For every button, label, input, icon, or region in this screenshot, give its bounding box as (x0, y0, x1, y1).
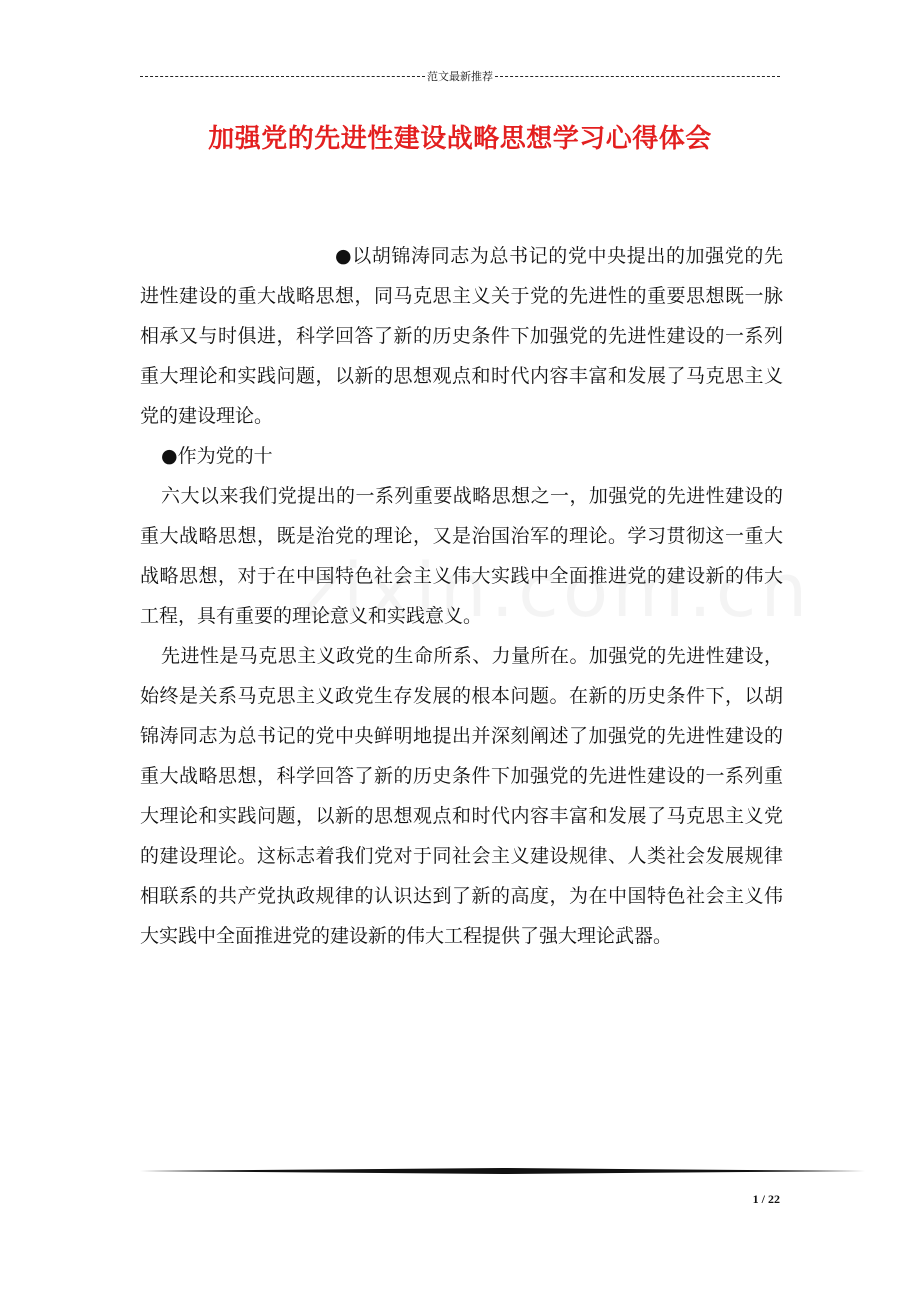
paragraph-4: 先进性是马克思主义政党的生命所系、力量所在。加强党的先进性建设，始终是关系马克思主义政党生存发展的根本问题。在新的历史条件下，以胡锦涛同志为总书记的党中央鲜明地提出并深刻阐述了加强党的先进性建设的重大战略思想，科学回答了新的历史条件下加强党的先进性建设的一系列重大理论和实践问题，以新的思想观点和时代内容丰富和发展了马克思主义党的建设理论。这标志着我们党对于同社会主义建设规律、人类社会发展规律相联系的共产党执政规律的认识达到了新的高度，为在中国特色社会主义伟大实践中全面推进党的建设新的伟大工程提供了强大理论武器。 (140, 645, 783, 947)
footer-rule (140, 1168, 865, 1174)
document-body (140, 236, 783, 956)
paragraph-2: ●作为党的十 (161, 445, 273, 467)
page-header (140, 68, 780, 84)
header-label: 范文最新推荐 (427, 70, 493, 83)
paragraph-1: ●以胡锦涛同志为总书记的党中央提出的加强党的先进性建设的重大战略思想，同马克思主义关于党的先进性的重要思想既一脉相承又与时俱进，科学回答了新的历史条件下加强党的先进性建设的一系列重大理论和实践问题，以新的思想观点和时代内容丰富和发展了马克思主义党的建设理论。 (140, 245, 783, 427)
header-dash-right (495, 76, 780, 77)
document-title: 加强党的先进性建设战略思想学习心得体会 (208, 124, 712, 154)
page-number: 1 / 22 (752, 1192, 780, 1206)
paragraph-3: 六大以来我们党提出的一系列重要战略思想之一，加强党的先进性建设的重大战略思想，既是治党的理论，又是治国治军的理论。学习贯彻这一重大战略思想，对于在中国特色社会主义伟大实践中全面推进党的建设新的伟大工程，具有重要的理论意义和实践意义。 (140, 485, 783, 627)
header-dash-left (140, 76, 425, 77)
